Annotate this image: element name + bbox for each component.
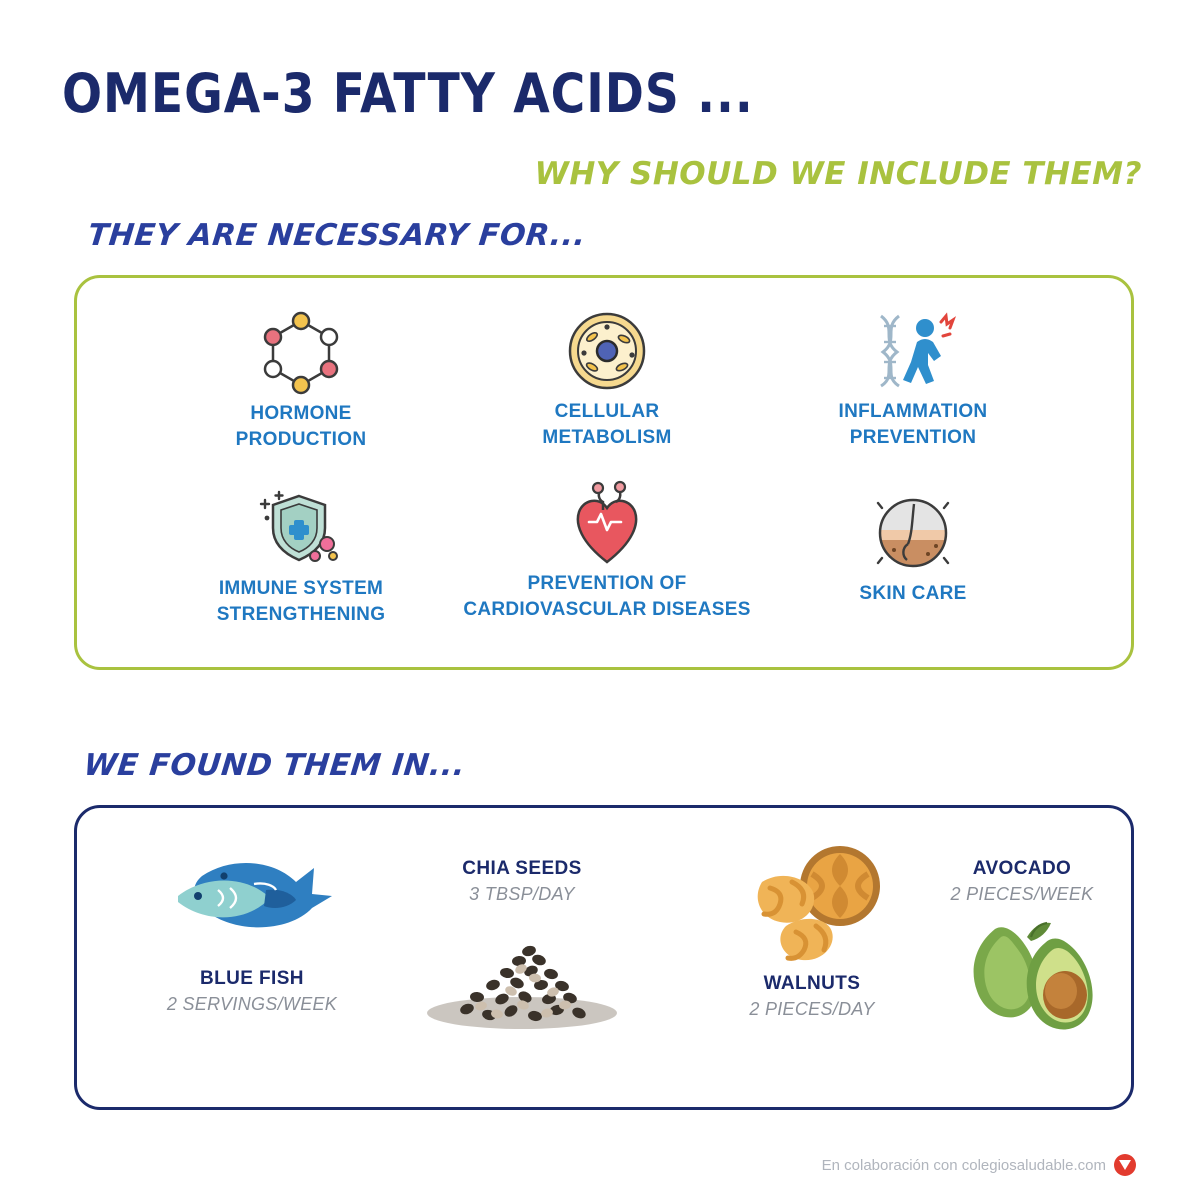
molecule-icon [151, 313, 451, 393]
cell-icon [457, 311, 757, 391]
benefit-label-line1: SKIN CARE [859, 583, 967, 604]
benefit-cellular-metabolism [457, 311, 757, 450]
source-name: CHIA SEEDS [462, 858, 582, 879]
source-avocado [877, 858, 1167, 1041]
benefit-label [763, 399, 1063, 450]
benefit-label [763, 581, 1063, 607]
chia-icon [377, 913, 667, 1033]
benefit-label [151, 401, 451, 452]
page-title: OMEGA-3 FATTY ACIDS ... [62, 62, 754, 125]
page-subtitle: WHY SHOULD WE INCLUDE THEM? [534, 156, 1142, 192]
source-chia-seeds [377, 858, 667, 1033]
benefit-label-line2: PRODUCTION [235, 428, 367, 450]
benefit-label-line1: INFLAMMATION [838, 401, 988, 422]
benefit-immune-system [151, 488, 451, 627]
fish-icon [107, 838, 397, 968]
benefit-inflammation-prevention [763, 311, 1063, 450]
dna-body-pain-icon [763, 311, 1063, 391]
avocado-icon [877, 911, 1167, 1041]
source-blue-fish [107, 838, 397, 1015]
benefit-label [457, 399, 757, 450]
benefit-label-line1: PREVENTION OF [527, 573, 687, 594]
heart-icon [457, 483, 757, 563]
source-amount: 2 PIECES/WEEK [950, 884, 1094, 904]
footer-credit [822, 1154, 1136, 1176]
benefit-label-line1: CELLULAR [554, 401, 660, 422]
source-name: AVOCADO [972, 858, 1072, 879]
benefit-label-line2: STRENGTHENING [216, 603, 386, 625]
skin-layers-icon [763, 493, 1063, 573]
benefits-panel [74, 275, 1134, 670]
benefit-label-line2: METABOLISM [542, 426, 672, 448]
footer-text: En colaboración con colegiosaludable.com [821, 1156, 1106, 1174]
benefit-label [457, 571, 757, 622]
source-name: WALNUTS [763, 973, 861, 994]
benefit-skin-care [763, 493, 1063, 607]
benefit-hormone-production [151, 313, 451, 452]
source-amount: 3 TBSP/DAY [469, 884, 575, 904]
source-name: BLUE FISH [200, 968, 304, 989]
section-label-benefits: THEY ARE NECESSARY FOR... [86, 218, 588, 253]
source-amount: 2 SERVINGS/WEEK [166, 994, 338, 1014]
benefit-label-line2: CARDIOVASCULAR DISEASES [463, 598, 751, 620]
shield-germs-icon [151, 488, 451, 568]
source-amount: 2 PIECES/DAY [749, 999, 875, 1019]
sources-panel [74, 805, 1134, 1110]
benefit-label-line1: IMMUNE SYSTEM [218, 578, 384, 599]
benefit-cardiovascular [457, 483, 757, 622]
section-label-sources: WE FOUND THEM IN... [82, 748, 468, 783]
benefit-label-line2: PREVENTION [849, 426, 977, 448]
benefit-label [151, 576, 451, 627]
benefit-label-line1: HORMONE [250, 403, 352, 424]
triangle-logo-icon [1114, 1154, 1136, 1176]
